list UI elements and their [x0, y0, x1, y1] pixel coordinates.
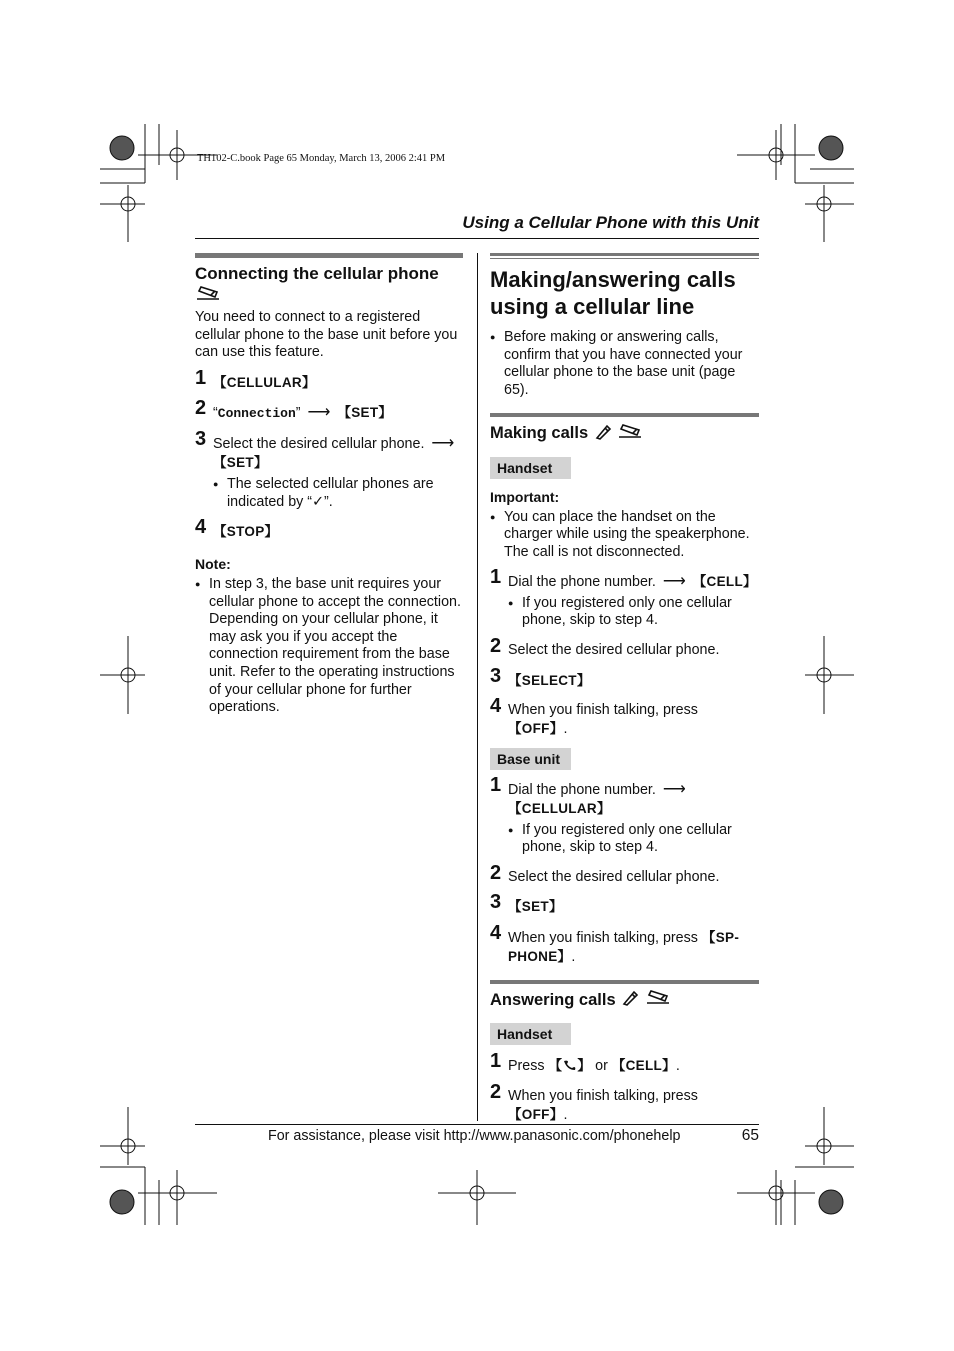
section-bar [195, 253, 463, 258]
important-text: ● You can place the handset on the charger while using the speakerphone. The call is not disconnected. [490, 509, 759, 562]
step-number: 1 [490, 1050, 502, 1073]
section-bar [490, 980, 759, 984]
section-bar [490, 253, 759, 259]
step-3-bullet: ● The selected cellular phones are indicated by “✓”. [213, 476, 463, 511]
handset-step-1 [490, 566, 759, 592]
cellular-icon [617, 424, 643, 445]
stop-key: 【STOP】 [213, 524, 279, 540]
arrow-icon: ⟶ [307, 404, 331, 422]
cellular-icon [195, 286, 463, 307]
cellular-key: 【CELLULAR】 [508, 801, 611, 817]
step-number: 3 [195, 427, 207, 450]
footer-rule [195, 1124, 759, 1125]
step-number: 2 [195, 397, 207, 420]
arrow-icon: ⟶ [662, 573, 686, 591]
step-text: Press [508, 1058, 549, 1075]
handset-step-2 [490, 635, 759, 660]
quote-close: ” [295, 405, 301, 422]
section-bar [490, 413, 759, 417]
page-title: Making/answering calls using a cellular line [490, 267, 736, 319]
cellular-icon [645, 990, 671, 1011]
set-key: 【SET】 [508, 899, 563, 915]
arrow-icon: ⟶ [431, 434, 455, 452]
sp-phone-key: 【SP-PHONE】 [508, 930, 740, 964]
making-calls-label: Making calls [490, 424, 589, 443]
base-unit-tag: Base unit [490, 748, 571, 770]
important-label: Important: [490, 488, 560, 505]
note-label: Note: [195, 555, 231, 572]
handset-tag-wrap [490, 457, 759, 479]
running-header: Using a Cellular Phone with this Unit [462, 213, 759, 232]
or-text: or [591, 1058, 612, 1075]
select-key: 【SELECT】 [508, 672, 591, 688]
arrow-icon: ⟶ [662, 781, 686, 799]
header-rule [195, 238, 759, 239]
handset-step-3 [490, 664, 759, 691]
set-key: 【SET】 [213, 454, 268, 470]
handset-tag-wrap [490, 1023, 759, 1045]
menu-item-connection: Connection [217, 406, 296, 422]
step-1 [195, 366, 463, 393]
step-text: Select the desired cellular phone. [508, 868, 720, 885]
base-step-4: 4 When you finish talking, press 【SP-PHONE】. [490, 922, 740, 965]
answering-calls-title [490, 990, 759, 1011]
step-text: When you finish talking, press [508, 930, 702, 947]
intro-text: You need to connect to a registered cellular phone to the base unit before you can use this feature. [195, 309, 458, 361]
step-text: Select the desired cellular phone. [213, 435, 425, 452]
right-column [490, 253, 759, 1124]
handset-step-4: 4 When you finish talking, press 【OFF】. [490, 695, 698, 737]
section-title: Connecting the cellular phone [195, 264, 439, 283]
base-step-2 [490, 861, 759, 887]
step-text: When you finish talking, press [508, 1087, 698, 1104]
handset-icon [620, 990, 640, 1011]
note-text: ● In step 3, the base unit requires your cellular phone to accept the connection. Depending on your cellular phone, it may ask you if you accept the connection requirement from the base unit. Refer to the operating instructions of your cellular phone for further operations. [195, 576, 463, 717]
step-number: 2 [490, 635, 502, 658]
cell-key: 【CELL】 [692, 574, 757, 590]
step-number: 4 [490, 695, 502, 718]
step-number: 1 [490, 774, 502, 797]
handset-icon [593, 424, 613, 445]
step-3 [195, 427, 463, 472]
step-4 [195, 516, 463, 542]
phone-icon [564, 1061, 575, 1070]
step-number: 3 [490, 891, 502, 914]
step-text: Dial the phone number. [508, 574, 656, 591]
set-key: 【SET】 [337, 405, 393, 421]
handset-tag: Handset [490, 457, 571, 479]
base-step-1 [490, 774, 759, 818]
off-key: 【OFF】 [508, 1106, 564, 1122]
page-number: 65 [741, 1127, 759, 1144]
footer-help-text: For assistance, please visit http://www.panasonic.com/phonehelp [268, 1128, 681, 1144]
talk-key: 【 】 [548, 1058, 592, 1074]
handset-tag: Handset [490, 1023, 571, 1045]
step-number: 1 [195, 366, 207, 389]
base-step-1-bullet: ● If you registered only one cellular phone, skip to step 4. [508, 822, 759, 857]
step-number: 4 [490, 922, 502, 945]
step-number: 2 [490, 861, 502, 884]
step-number: 4 [195, 516, 207, 539]
print-info: TH102-C.book Page 65 Monday, March 13, 2006 2:41 PM [197, 153, 446, 164]
answering-calls-label: Answering calls [490, 991, 616, 1010]
step-number: 2 [490, 1080, 502, 1103]
column-divider [477, 253, 478, 1121]
left-column [195, 253, 463, 717]
base-tag-wrap [490, 748, 759, 770]
step-number: 3 [490, 664, 502, 687]
step-text: Select the desired cellular phone. [508, 642, 720, 659]
handset-step-1-bullet: ● If you registered only one cellular phone, skip to step 4. [508, 595, 759, 630]
answer-step-2: 2 When you finish talking, press 【OFF】. [490, 1080, 698, 1123]
step-text: When you finish talking, press [508, 702, 698, 719]
making-calls-title [490, 423, 759, 444]
step-number: 1 [490, 566, 502, 589]
base-step-3 [490, 891, 759, 917]
step-2 [195, 397, 463, 423]
cell-key: 【CELL】 [611, 1058, 676, 1074]
cellular-key: 【CELLULAR】 [213, 374, 316, 390]
answer-step-1: 1 Press 【 】 or 【CELL】. [490, 1050, 680, 1075]
quote-open: “ [213, 405, 218, 422]
intro-bullet: ● Before making or answering calls, confirm that you have connected your cellular phone to the base unit (page 65). [490, 329, 759, 399]
step-text: Dial the phone number. [508, 782, 656, 799]
off-key: 【OFF】 [508, 720, 564, 736]
